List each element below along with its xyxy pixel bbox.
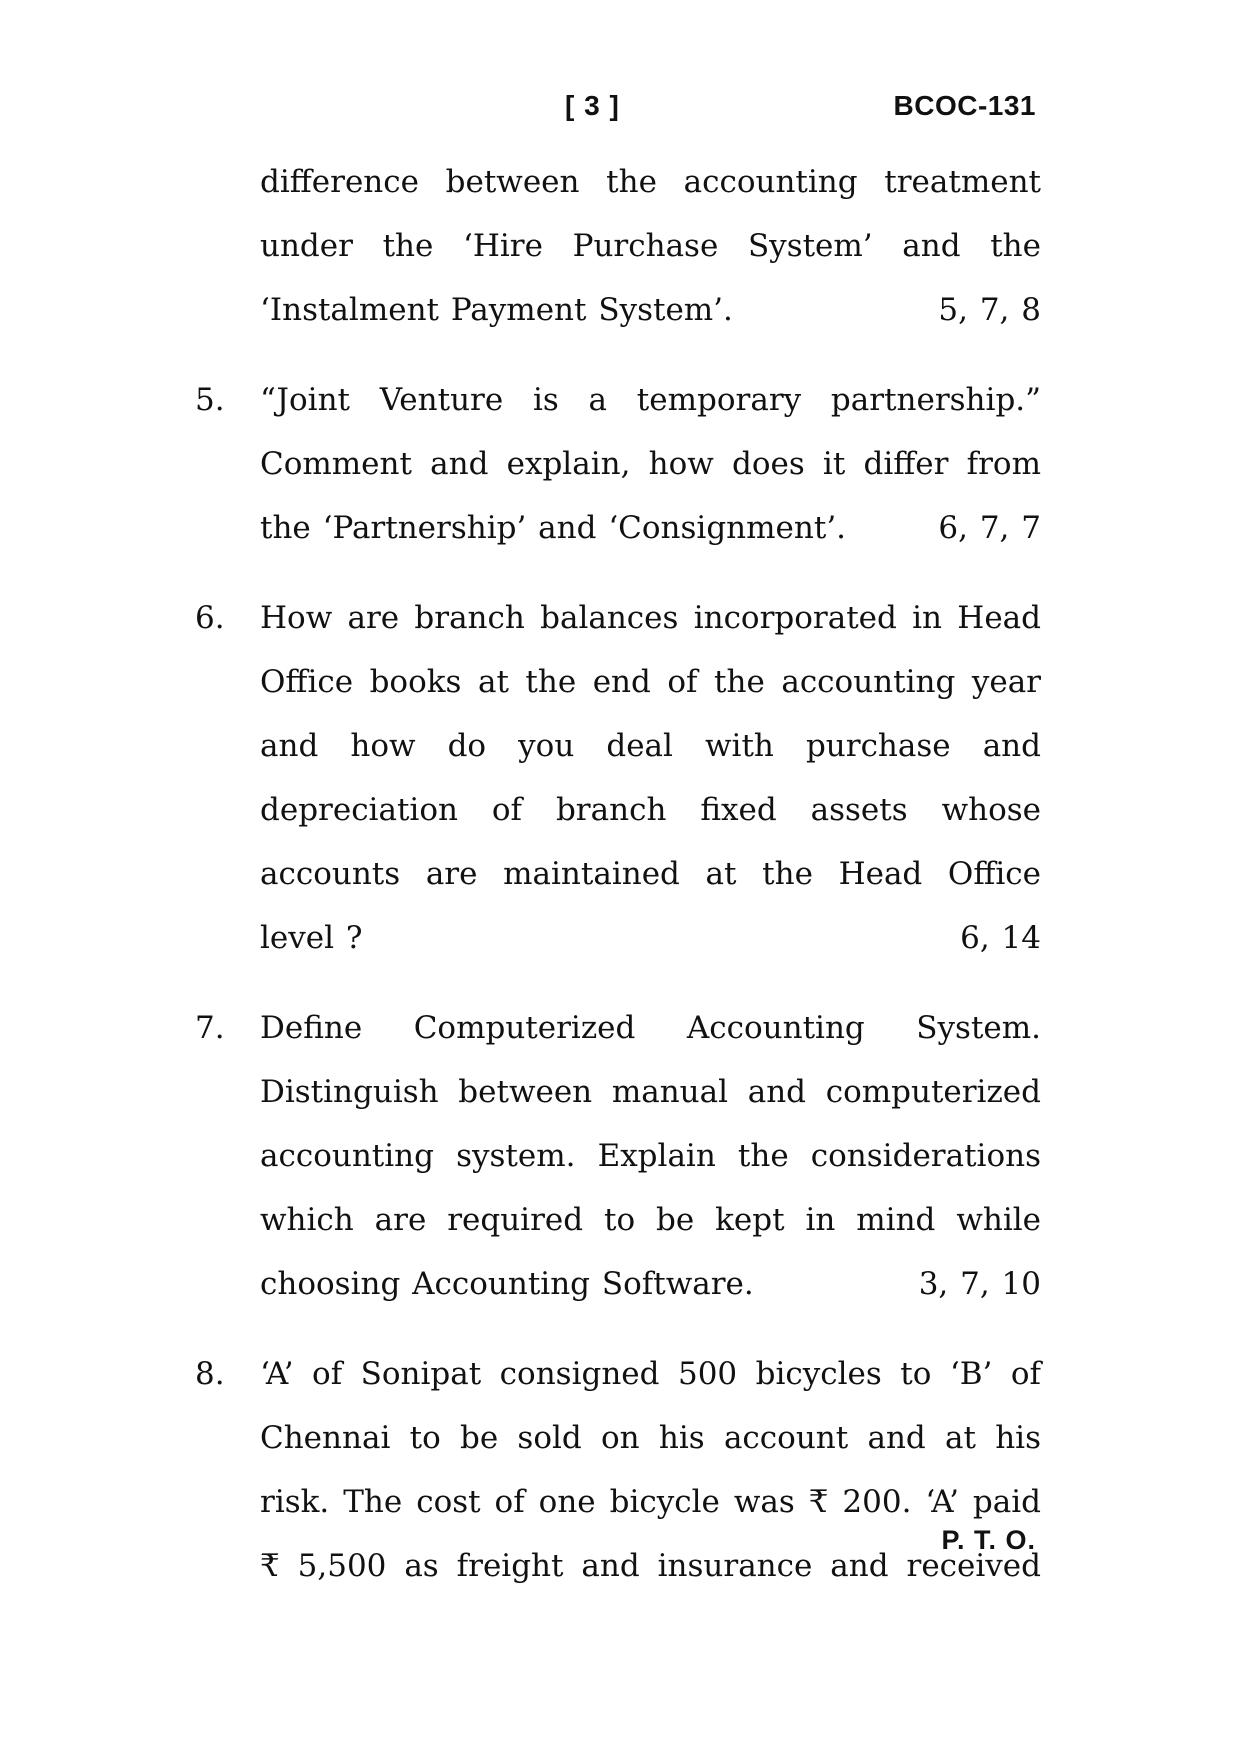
question-8 [195,1342,1041,1598]
question-text: ‘A’ of Sonipat consigned 500 bicycles to ‘B’ of Chennai to be sold on his account and at his risk. The cost of one bicycle was ₹ 200. ‘A’ paid ₹ 5,500 as freight and insurance and received [260,1356,1041,1584]
question-marks: 3, 7, 10 [918,1266,1041,1302]
paper-code: BCOC-131 [893,90,1036,121]
question-marks: 6, 7, 7 [938,510,1041,546]
please-turn-over: P. T. O. [941,1525,1036,1555]
question-number: 7. [195,1010,225,1046]
question-marks: 6, 14 [960,920,1041,956]
question-number: 8. [195,1356,225,1392]
question-number: 6. [195,600,225,636]
question-4-continued [195,150,1041,342]
question-7 [195,996,1041,1316]
question-text: “Joint Venture is a temporary partnership.” Comment and explain, how does it differ from the ‘Partnership’ and ‘Consignment’. 6, 7, 7 [260,368,1041,560]
question-text: How are branch balances incorporated in Head Office books at the end of the accounting year and how do you deal with purchase and depreciation of branch fixed assets whose accounts are maintained at the Head Office level ? 6, 14 [260,586,1041,970]
question-marks: 5, 7, 8 [938,292,1041,328]
page-number: [ 3 ] [565,90,620,121]
question-text: difference between the accounting treatment under the ‘Hire Purchase System’ and the ‘Instalment Payment System’. 5, 7, 8 [260,150,1041,342]
question-number: 5. [195,382,225,418]
question-list [195,150,1041,1624]
question-6 [195,586,1041,970]
question-text: Define Computerized Accounting System. Distinguish between manual and computerized accounting system. Explain the considerations which are required to be kept in mind while choosing Accounting Software. 3, 7, 10 [260,996,1041,1316]
question-5 [195,368,1041,560]
